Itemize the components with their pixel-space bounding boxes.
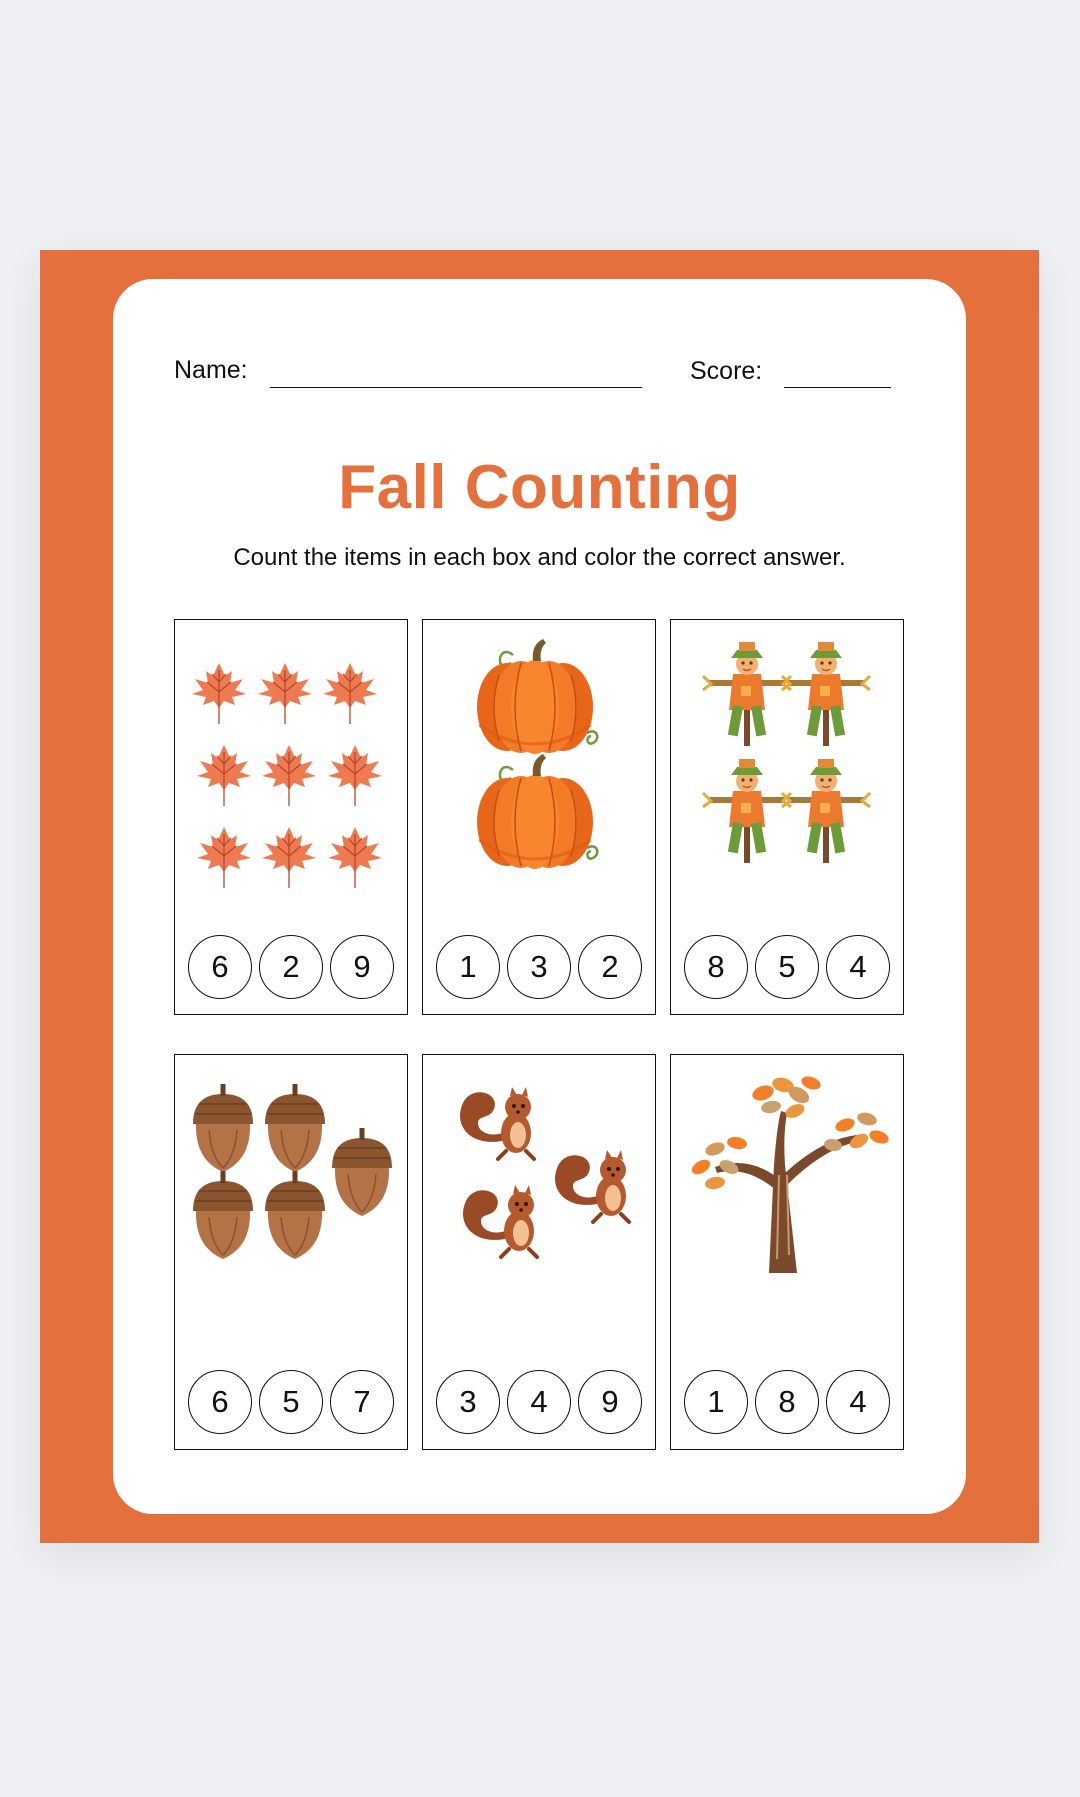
counting-box-leaves	[174, 619, 408, 1015]
answer-option[interactable]: 7	[330, 1370, 394, 1434]
worksheet-card	[113, 279, 966, 1514]
answer-option[interactable]: 6	[188, 1370, 252, 1434]
score-label: Score:	[690, 357, 763, 385]
answer-option[interactable]: 4	[826, 1370, 890, 1434]
answer-option[interactable]: 6	[188, 935, 252, 999]
acorn-icon	[175, 1055, 406, 1375]
counting-box-tree	[670, 1054, 904, 1450]
answer-option[interactable]: 4	[507, 1370, 571, 1434]
answer-option[interactable]: 1	[436, 935, 500, 999]
page-title: Fall Counting	[338, 453, 741, 522]
answer-option[interactable]: 3	[507, 935, 571, 999]
counting-box-scarecrows	[670, 619, 904, 1015]
score-line[interactable]	[784, 387, 891, 388]
answer-option[interactable]: 2	[578, 935, 642, 999]
answer-option[interactable]: 8	[755, 1370, 819, 1434]
scarecrow-icon	[671, 620, 902, 940]
answer-option[interactable]: 2	[259, 935, 323, 999]
maple-leaf-icon	[175, 620, 406, 940]
answer-option[interactable]: 1	[684, 1370, 748, 1434]
answer-option[interactable]: 5	[259, 1370, 323, 1434]
answer-option[interactable]: 3	[436, 1370, 500, 1434]
pumpkin-icon	[423, 620, 654, 940]
worksheet-page	[40, 250, 1039, 1543]
answer-option[interactable]: 8	[684, 935, 748, 999]
answer-option[interactable]: 9	[330, 935, 394, 999]
counting-box-squirrels	[422, 1054, 656, 1450]
answer-option[interactable]: 4	[826, 935, 890, 999]
instructions-text: Count the items in each box and color the correct answer.	[233, 544, 846, 571]
answer-option[interactable]: 5	[755, 935, 819, 999]
name-label: Name:	[174, 356, 248, 384]
tree-icon	[671, 1055, 902, 1375]
squirrel-icon	[423, 1055, 654, 1375]
counting-box-acorns	[174, 1054, 408, 1450]
name-line[interactable]	[270, 387, 642, 388]
answer-option[interactable]: 9	[578, 1370, 642, 1434]
counting-box-pumpkins	[422, 619, 656, 1015]
